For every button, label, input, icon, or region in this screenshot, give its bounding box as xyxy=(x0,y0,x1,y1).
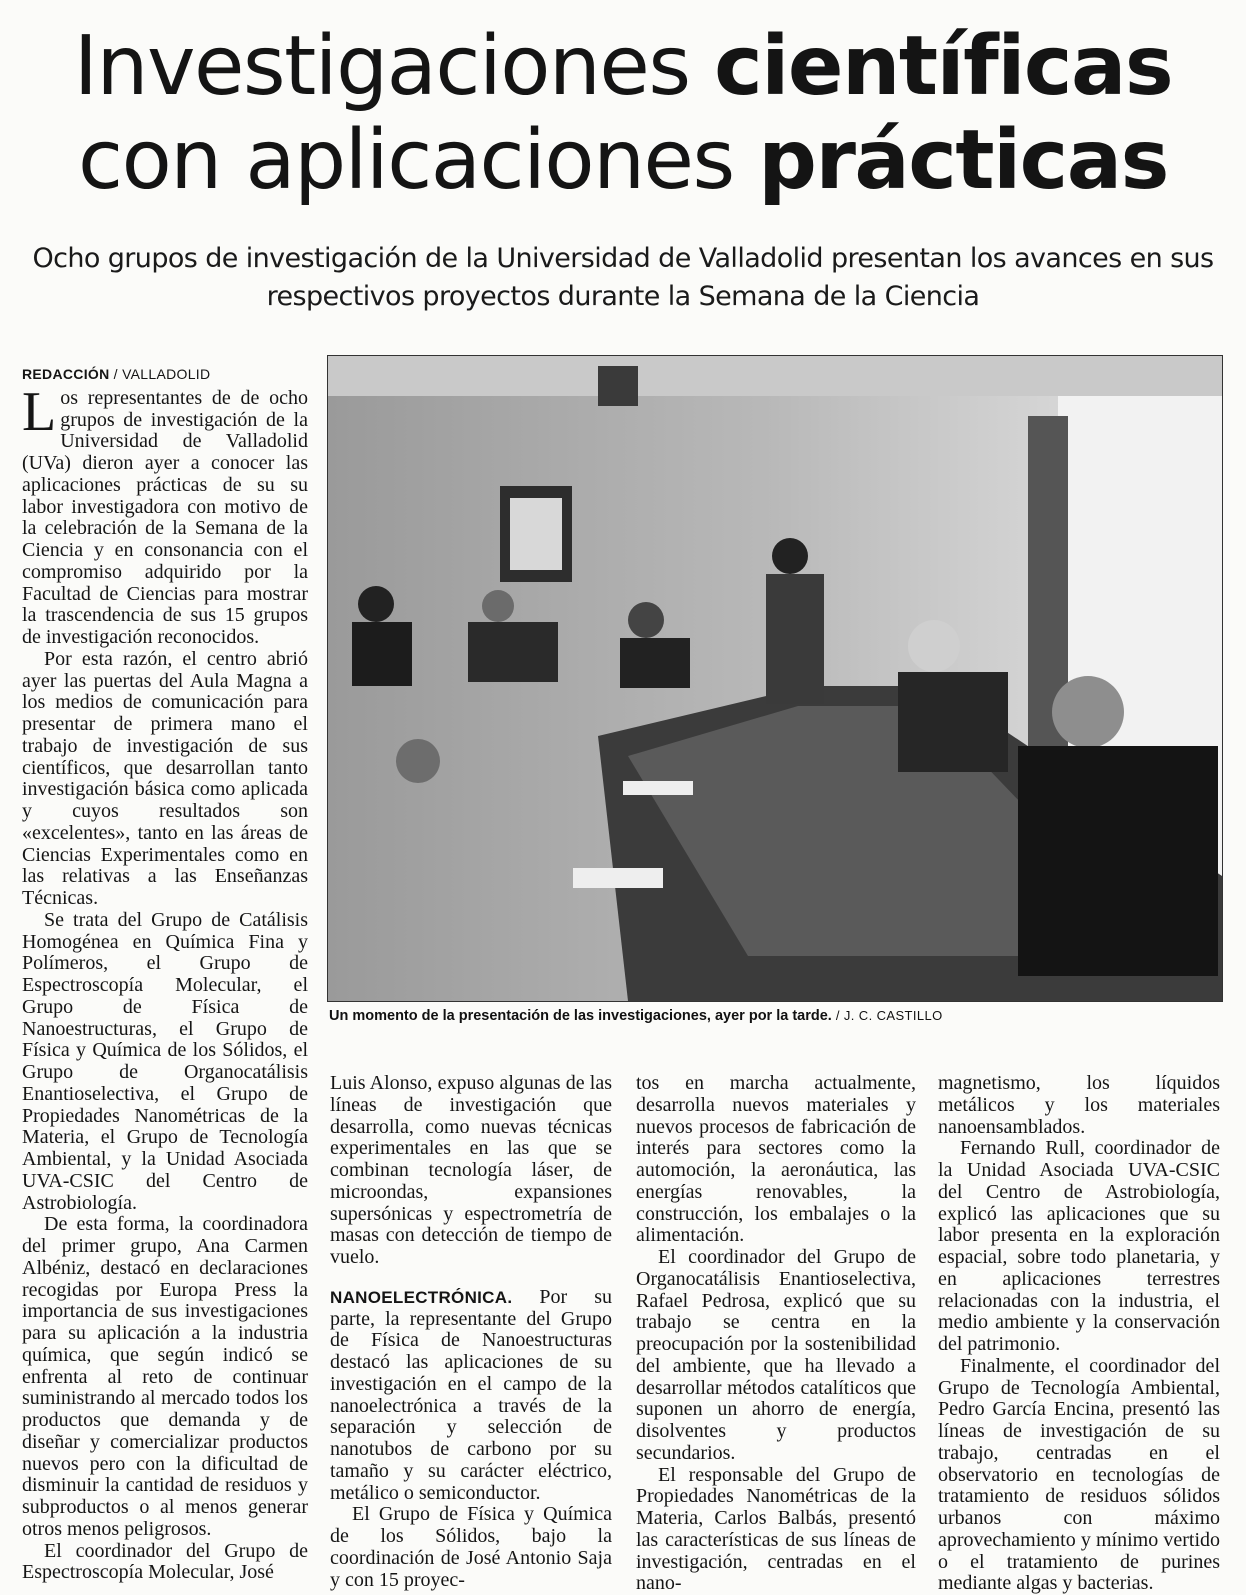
article-column-2 xyxy=(330,1073,612,1591)
paragraph: Fernando Rull, coordinador de la Unidad Asociada UVA-CSIC del Centro de Astrobiología, explicó las aplicaciones que su labor presenta en la exploración espacial, sobre todo planetaria, y en aplicaciones terrestres relacionadas con la industria, el medio ambiente y la conservación del patrimonio. xyxy=(938,1138,1220,1356)
dropcap: L xyxy=(22,390,56,434)
subtitle: Ocho grupos de investigación de la Universidad de Valladolid presentan los avances en sus respectivos proyectos durante la Semana de la Ciencia xyxy=(20,240,1226,316)
headline-line-1 xyxy=(0,20,1246,114)
paragraph-text: Por su parte, la representante del Grupo de Física de Nanoestructuras destacó las aplicaciones de su investigación en el campo de la nanoelectrónica a través de la separación y selección de nanotubos de carbono por su tamaño y su carácter eléctrico, metálico o semiconductor. xyxy=(330,1286,612,1504)
paragraph: De esta forma, la coordinadora del primer grupo, Ana Carmen Albéniz, destacó en declaraciones recogidas por Europa Press la importancia de sus investigaciones para su aplicación a la industria química, que según indicó se enfrenta al reto de continuar suministrando al mercado todos los productos que demanda y de diseñar y comercializar productos nuevos pero con la dificultad de disminuir la cantidad de residuos y subproductos o al menos generar otros menos peligrosos. xyxy=(22,1214,308,1540)
byline xyxy=(22,364,308,386)
photo-caption xyxy=(329,1008,1229,1024)
headline xyxy=(0,20,1246,208)
paragraph: tos en marcha actualmente, desarrolla nuevos materiales y nuevos procesos de fabricación de interés para sectores como la automoción, la aeronáutica, las energías renovables, la construcción, los embalajes o la alimentación. xyxy=(636,1073,916,1247)
byline-source: REDACCIÓN xyxy=(22,366,109,382)
paragraph: El coordinador del Grupo de Organocatálisis Enantioselectiva, Rafael Pedrosa, explicó que su trabajo se centra en la preocupación por la sostenibilidad del ambiente, que ha llevado a desarrollar métodos catalíticos que suponen un ahorro de energía, disolventes y productos secundarios. xyxy=(636,1247,916,1465)
caption-text: Un momento de la presentación de las investigaciones, ayer por la tarde. xyxy=(329,1008,832,1024)
article-column-3 xyxy=(636,1073,916,1595)
paragraph: Finalmente, el coordinador del Grupo de Tecnología Ambiental, Pedro García Encina, presentó las líneas de investigación de su trabajo, centradas en el observatorio en tecnologías de tratamiento de residuos sólidos urbanos con máximo aprovechamiento y mínimo vertido o el tratamiento de purines mediante algas y bacterias. xyxy=(938,1356,1220,1595)
paragraph xyxy=(330,1287,612,1505)
paragraph-text: os representantes de de ocho grupos de investigación de la Universidad de Valladolid (UVa) dieron ayer a conocer las aplicaciones prácticas de su su labor investigadora con motivo de la celebración de la Semana de la Ciencia y en consonancia con el compromiso adquirido por la Facultad de Ciencias para mostrar la trascendencia de sus 15 grupos de investigación reconocidos. xyxy=(22,387,308,648)
meeting-photo-illustration xyxy=(328,356,1222,1001)
headline-line2-bold: prácticas xyxy=(758,113,1168,208)
article-photo xyxy=(327,355,1223,1002)
headline-line1-bold: científicas xyxy=(714,19,1172,114)
headline-line1-light: Investigaciones xyxy=(74,19,690,114)
headline-line-2 xyxy=(0,114,1246,208)
headline-line2-light: con aplicaciones xyxy=(78,113,734,208)
paragraph: Por esta razón, el centro abrió ayer las puertas del Aula Magna a los medios de comunicación para presentar de primera mano el trabajo de investigación de sus científicos, que desarrollan tanto investigación básica como aplicada y cuyos resultados son «excelentes», tanto en las áreas de Ciencias Experimentales como en las relativas a las Enseñanzas Técnicas. xyxy=(22,649,308,910)
paragraph: El coordinador del Grupo de Espectroscopía Molecular, José xyxy=(22,1541,308,1585)
byline-separator: / xyxy=(109,366,122,382)
paragraph xyxy=(22,388,308,649)
paragraph: Luis Alonso, expuso algunas de las líneas de investigación que desarrolla, como nuevas técnicas experimentales en las que se combinan tecnología láser, de microondas, expansiones supersónicas y espectrometría de masas con detección de tiempo de vuelo. xyxy=(330,1073,612,1269)
article-column-4 xyxy=(938,1073,1220,1595)
paragraph: El Grupo de Física y Química de los Sólidos, bajo la coordinación de José Antonio Saja y con 15 proyec- xyxy=(330,1504,612,1591)
section-heading: NANOELECTRÓNICA. xyxy=(330,1288,512,1307)
paragraph: Se trata del Grupo de Catálisis Homogénea en Química Fina y Polímeros, el Grupo de Espectroscopía Molecular, el Grupo de Física de Nanoestructuras, el Grupo de Física y Química de los Sólidos, el Grupo de Organocatálisis Enantioselectiva, el Grupo de Propiedades Nanométricas de la Materia, el Grupo de Tecnología Ambiental, y la Unidad Asociada UVA-CSIC del Centro de Astrobiología. xyxy=(22,910,308,1215)
photo-credit: / J. C. CASTILLO xyxy=(836,1008,943,1023)
paragraph: magnetismo, los líquidos metálicos y los materiales nanoensamblados. xyxy=(938,1073,1220,1138)
paragraph: El responsable del Grupo de Propiedades Nanométricas de la Materia, Carlos Balbás, presentó las características de sus líneas de investigación, centradas en el nano- xyxy=(636,1465,916,1595)
article-column-1 xyxy=(22,364,308,1584)
byline-location: VALLADOLID xyxy=(122,366,210,382)
